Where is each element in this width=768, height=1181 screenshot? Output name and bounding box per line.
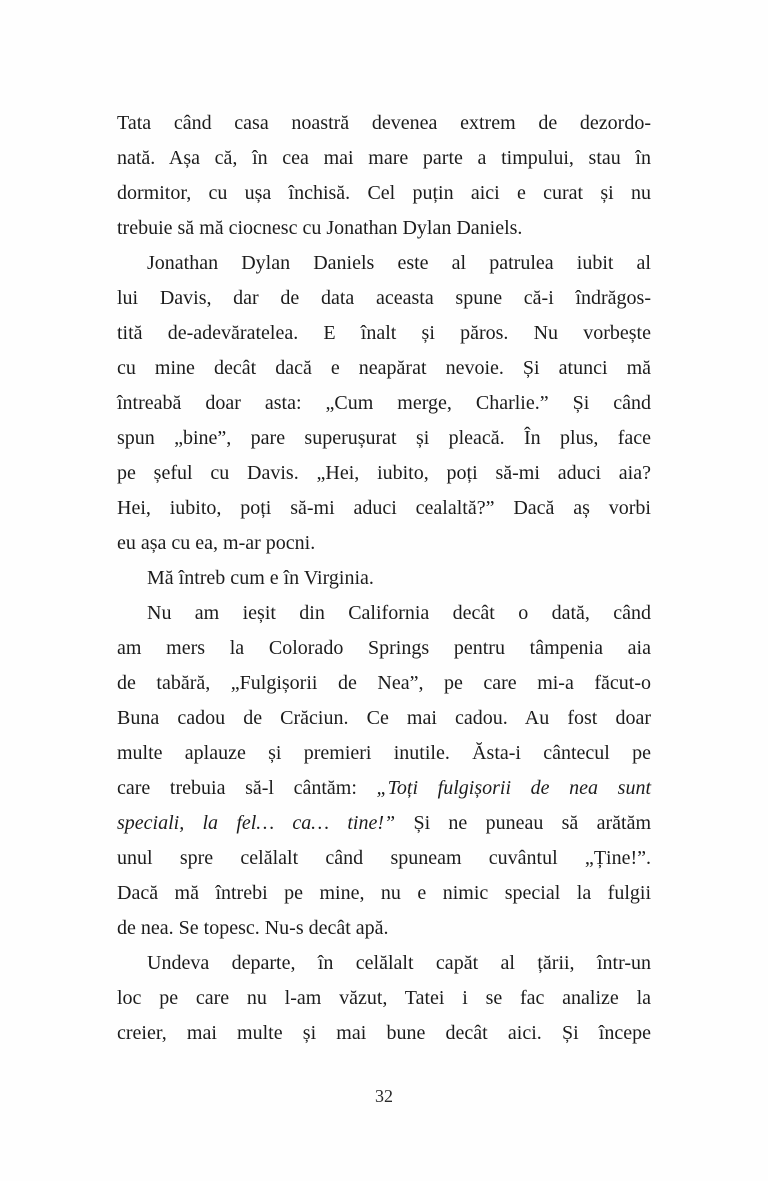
- paragraph: [117, 106, 651, 246]
- text-line: [117, 596, 651, 631]
- text-line: [117, 351, 651, 386]
- text-segment: tită de-adevăratelea. E înalt și păros. Nu vorbește: [117, 322, 651, 344]
- text-line: [117, 176, 651, 211]
- text-segment: de nea. Se topesc. Nu-s decât apă.: [117, 917, 389, 939]
- text-line: [117, 946, 651, 981]
- italic-text: „Toți fulgișorii de nea sunt: [376, 777, 651, 799]
- text-segment: de tabără, „Fulgișorii de Nea”, pe care mi-a făcut-o: [117, 672, 651, 694]
- text-line: [117, 386, 651, 421]
- text-segment: care trebuia să-l cântăm:: [117, 777, 377, 799]
- text-segment: dormitor, cu ușa închisă. Cel puțin aici e curat și nu: [117, 182, 651, 204]
- text-line: [117, 316, 651, 351]
- text-segment: Hei, iubito, poți să-mi aduci cealaltă?” Dacă aș vorbi: [117, 497, 651, 519]
- text-segment: Nu am ieșit din California decât o dată, când: [147, 602, 651, 624]
- text-segment: loc pe care nu l-am văzut, Tatei i se fac analize la: [117, 987, 651, 1009]
- text-line: [117, 211, 651, 246]
- paragraph: [117, 596, 651, 946]
- text-line: [117, 841, 651, 876]
- text-line: [117, 806, 651, 841]
- italic-text: speciali, la fel… ca… tine!”: [117, 812, 396, 834]
- text-segment: Jonathan Dylan Daniels este al patrulea iubit al: [147, 252, 651, 274]
- text-segment: nată. Așa că, în cea mai mare parte a timpului, stau în: [117, 147, 651, 169]
- text-segment: am mers la Colorado Springs pentru tâmpenia aia: [117, 637, 651, 659]
- text-line: [117, 491, 651, 526]
- text-segment: trebuie să mă ciocnesc cu Jonathan Dylan Daniels.: [117, 217, 523, 239]
- text-line: [117, 1016, 651, 1051]
- text-segment: Și ne puneau să arătăm: [395, 812, 651, 834]
- text-line: [117, 736, 651, 771]
- text-segment: pe șeful cu Davis. „Hei, iubito, poți să-mi aduci aia?: [117, 462, 651, 484]
- text-line: [117, 561, 651, 596]
- text-line: [117, 771, 651, 806]
- paragraph: [117, 946, 651, 1051]
- text-segment: creier, mai multe și mai bune decât aici. Și începe: [117, 1022, 651, 1044]
- text-segment: Tata când casa noastră devenea extrem de dezordo-: [117, 112, 651, 134]
- text-line: [117, 981, 651, 1016]
- text-line: [117, 876, 651, 911]
- text-segment: lui Davis, dar de data aceasta spune că-i îndrăgos-: [117, 287, 651, 309]
- text-line: [117, 281, 651, 316]
- text-line: [117, 631, 651, 666]
- text-segment: spun „bine”, pare superușurat și pleacă. În plus, face: [117, 427, 651, 449]
- text-segment: eu așa cu ea, m-ar pocni.: [117, 532, 316, 554]
- text-line: [117, 246, 651, 281]
- paragraph: [117, 561, 651, 596]
- text-block: [117, 106, 651, 1051]
- page-number: 32: [375, 1086, 393, 1106]
- text-segment: întreabă doar asta: „Cum merge, Charlie.” Și când: [117, 392, 651, 414]
- text-line: [117, 666, 651, 701]
- text-line: [117, 526, 651, 561]
- text-segment: Undeva departe, în celălalt capăt al țării, într-un: [147, 952, 651, 974]
- text-line: [117, 421, 651, 456]
- text-line: [117, 106, 651, 141]
- text-segment: unul spre celălalt când spuneam cuvântul „Ține!”.: [117, 847, 651, 869]
- text-line: [117, 456, 651, 491]
- text-segment: Mă întreb cum e în Virginia.: [147, 567, 374, 589]
- text-line: [117, 701, 651, 736]
- text-line: [117, 911, 651, 946]
- text-segment: Buna cadou de Crăciun. Ce mai cadou. Au fost doar: [117, 707, 651, 729]
- text-segment: multe aplauze și premieri inutile. Ăsta-i cântecul pe: [117, 742, 651, 764]
- text-line: [117, 141, 651, 176]
- text-segment: cu mine decât dacă e neapărat nevoie. Și atunci mă: [117, 357, 651, 379]
- text-segment: Dacă mă întrebi pe mine, nu e nimic special la fulgii: [117, 882, 651, 904]
- paragraph: [117, 246, 651, 561]
